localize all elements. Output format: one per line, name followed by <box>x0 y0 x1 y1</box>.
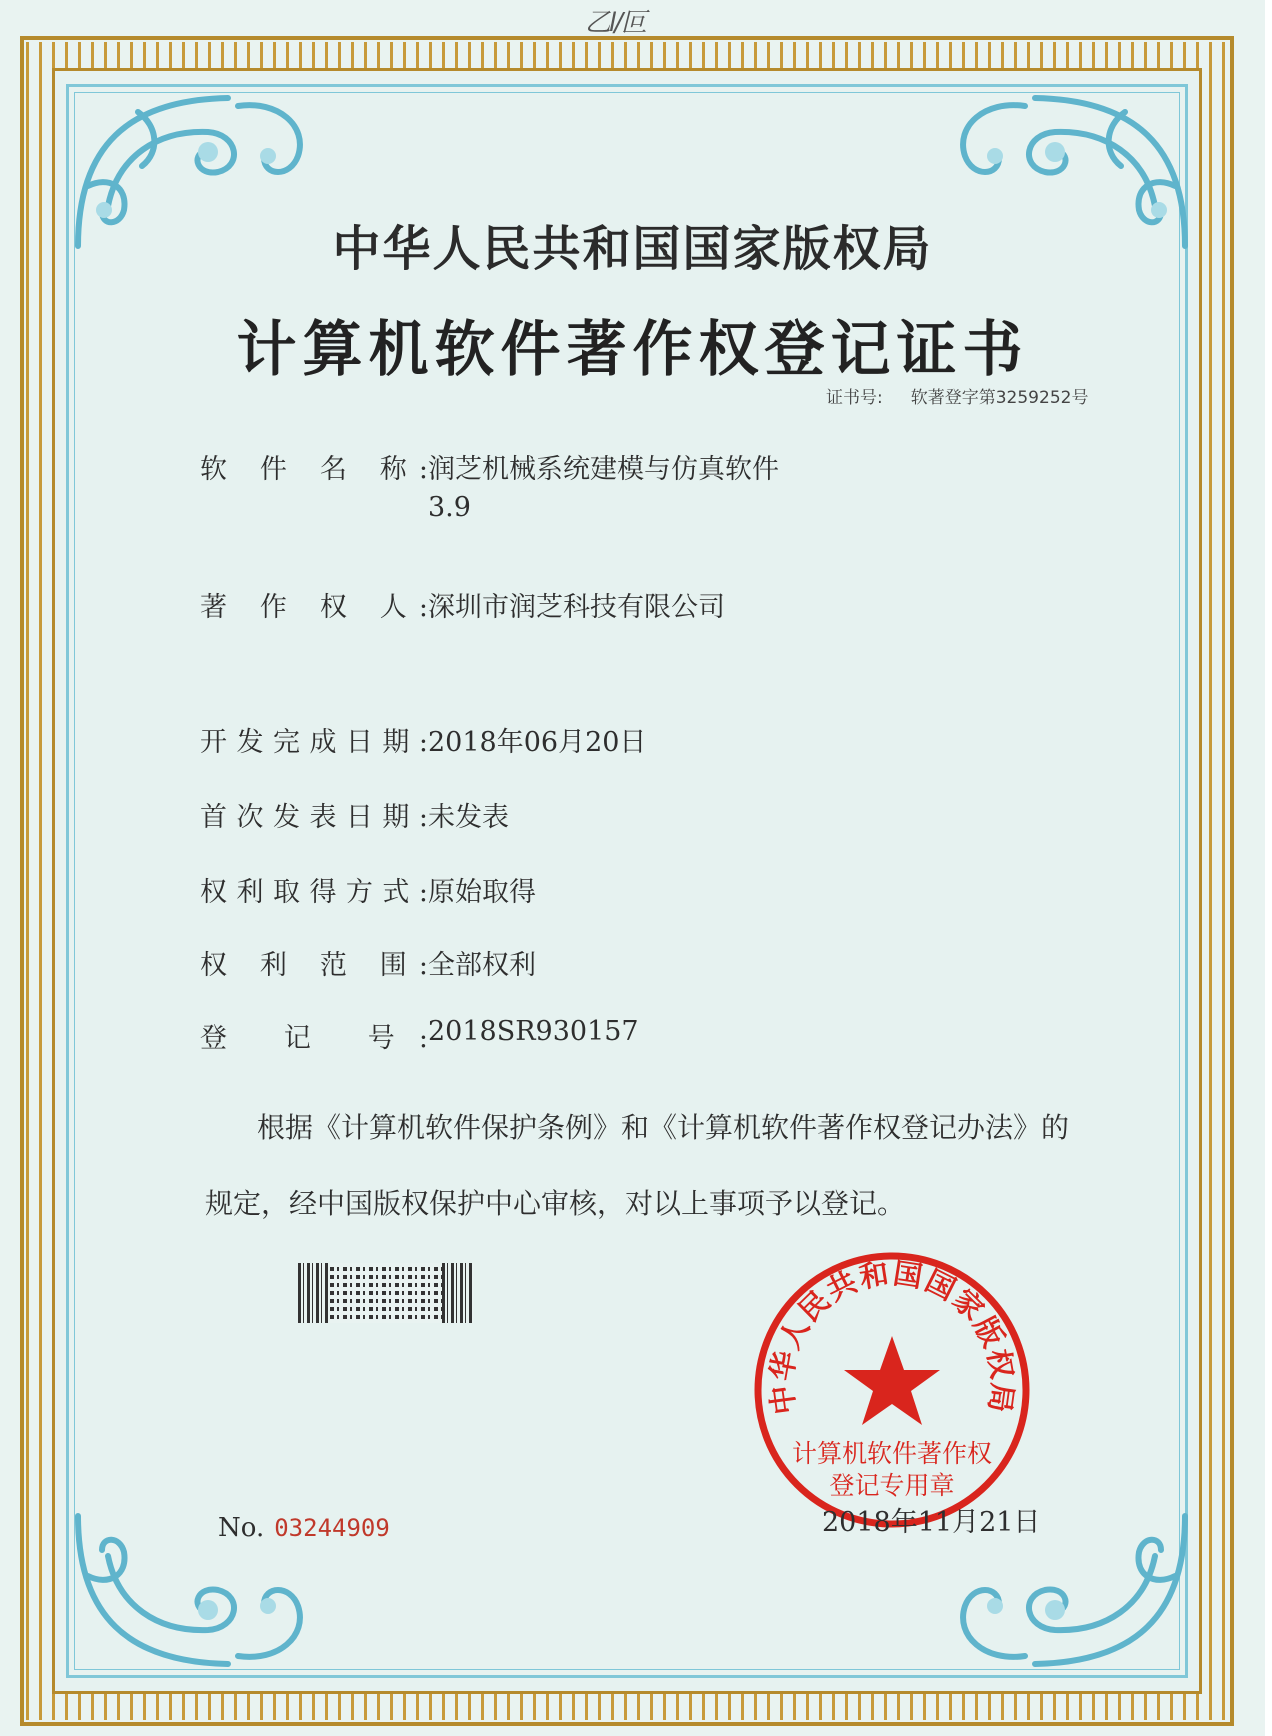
field-label: 登 记 号: <box>200 1023 428 1054</box>
statement-line: 规定，经中国版权保护中心审核，对以上事项予以登记。 <box>205 1187 906 1220</box>
field-value: 2018SR930157 <box>428 1016 639 1047</box>
field-value: 深圳市润芝科技有限公司 <box>428 592 725 623</box>
field-acquisition <box>200 870 536 909</box>
field-label: 软 件 名 称: <box>200 454 428 485</box>
seal-inner-line1: 计算机软件著作权 <box>791 1439 993 1468</box>
field-scope <box>200 943 536 982</box>
handwritten-note: 乙l/叵 <box>585 8 645 38</box>
field-value: 未发表 <box>428 802 509 833</box>
field-label: 首次发表日期: <box>200 802 428 833</box>
qr-code-icon <box>330 1263 442 1323</box>
seal-ring-text: 中华人民共和国国家版权局 <box>764 1256 1020 1417</box>
statement <box>205 1090 1175 1242</box>
field-label: 权 利 范 围: <box>200 950 428 981</box>
field-owner <box>200 585 725 624</box>
field-value: 原始取得 <box>428 877 536 908</box>
software-version: 3.9 <box>428 492 471 523</box>
field-software-name <box>200 447 779 523</box>
star-icon <box>844 1336 940 1425</box>
issue-date: 2018年11月21日 <box>822 1507 1041 1538</box>
certificate-number-value: 软著登字第3259252号 <box>910 388 1089 408</box>
certificate-title: 计算机软件著作权登记证书 <box>236 315 1029 385</box>
field-value: 润芝机械系统建模与仿真软件 <box>428 454 779 485</box>
issuer-title: 中华人民共和国国家版权局 <box>332 221 933 277</box>
serial-value: 03244909 <box>274 1514 390 1542</box>
field-label: 权利取得方式: <box>200 877 428 908</box>
field-dev-date <box>200 720 646 759</box>
field-label: 开发完成日期: <box>200 727 428 758</box>
barcode-icon <box>298 1263 474 1323</box>
certificate-number-label: 证书号: <box>826 388 883 408</box>
certificate-number <box>826 383 1088 408</box>
field-reg-no <box>200 1016 639 1055</box>
field-publish-date <box>200 795 509 834</box>
serial-number <box>218 1513 390 1543</box>
field-value: 全部权利 <box>428 950 536 981</box>
official-seal <box>752 1250 1032 1530</box>
seal-inner-line2: 登记专用章 <box>829 1471 955 1500</box>
field-label: 著 作 权 人: <box>200 592 428 623</box>
field-value: 2018年06月20日 <box>428 727 647 758</box>
serial-label: No. <box>218 1513 265 1543</box>
statement-line: 根据《计算机软件保护条例》和《计算机软件著作权登记办法》的 <box>257 1111 1070 1144</box>
